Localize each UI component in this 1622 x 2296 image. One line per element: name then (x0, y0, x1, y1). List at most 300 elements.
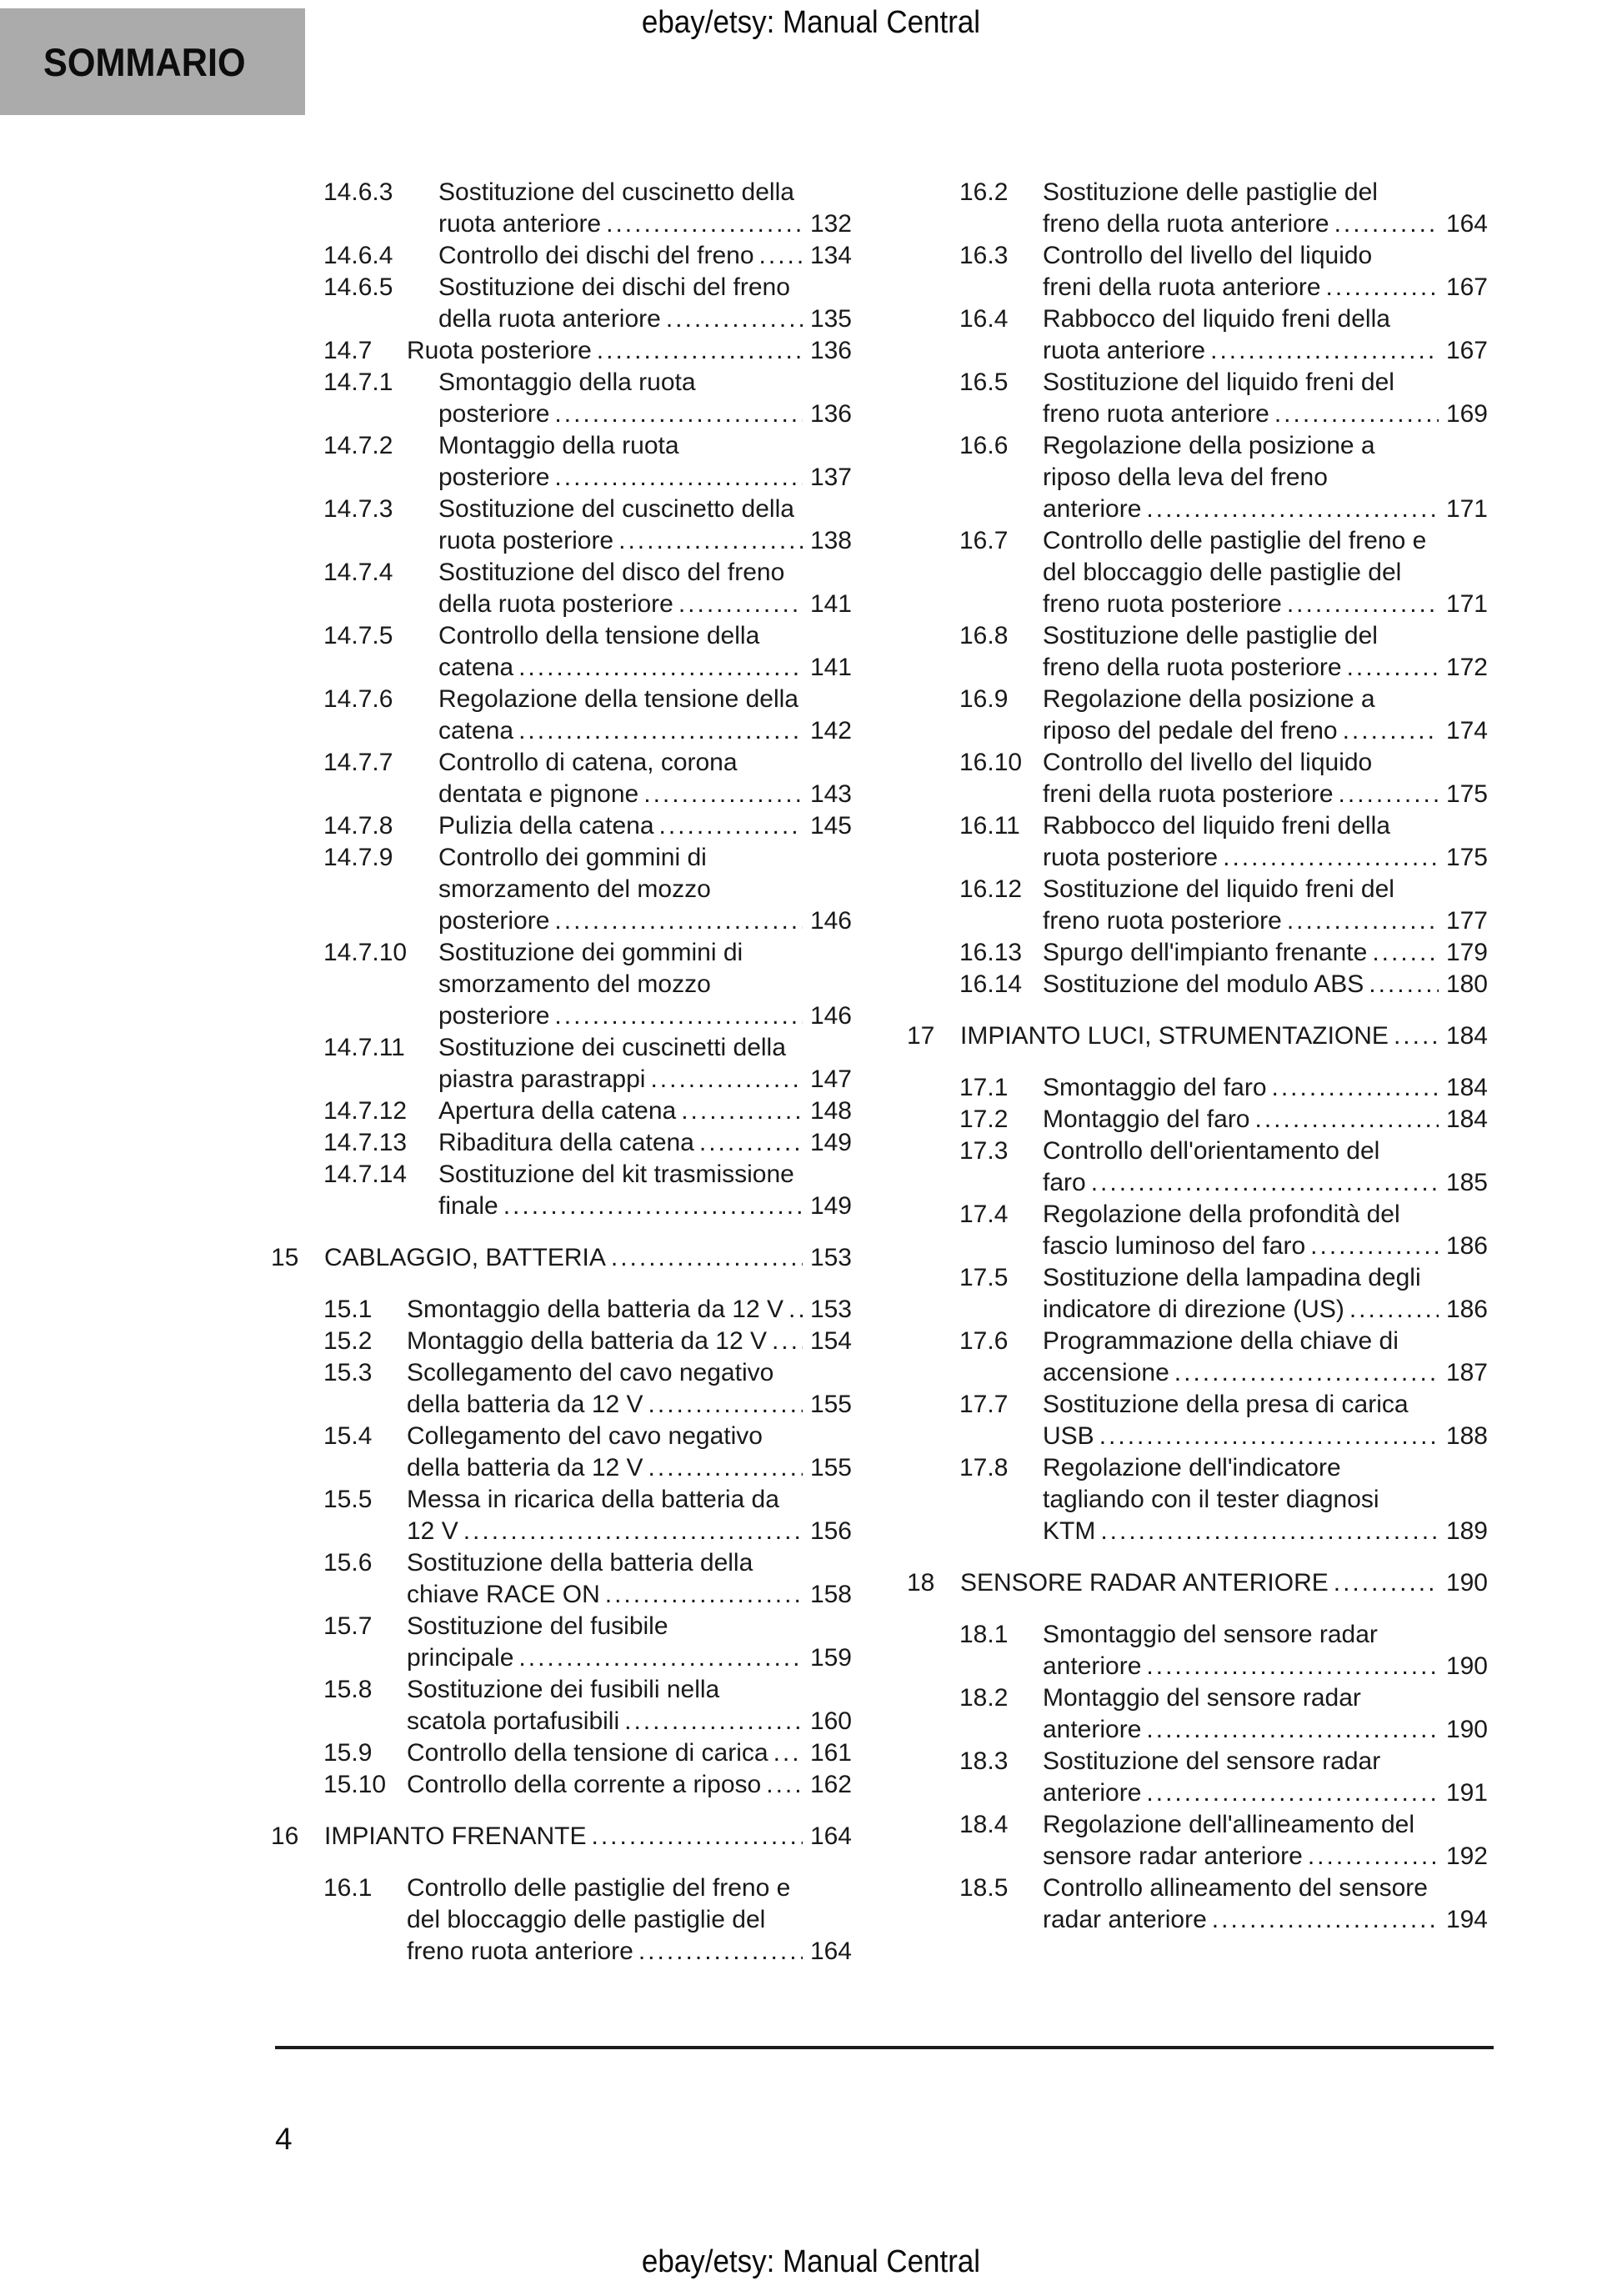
dot-leader (463, 1516, 803, 1547)
dot-leader (1347, 652, 1439, 684)
entry-title-text: freno ruota posteriore (1043, 907, 1282, 935)
entry-number: 16.3 (959, 242, 1009, 269)
toc-entry-17.1 (959, 1072, 1488, 1104)
entry-line-last (438, 303, 852, 335)
entry-page-number: 134 (809, 242, 852, 269)
entry-title-text: freno della ruota posteriore (1043, 654, 1342, 681)
entry-title-text: Controllo della corrente a riposo (407, 1771, 762, 1798)
toc-entry-16.4 (959, 303, 1488, 367)
entry-number: 16.9 (959, 685, 1009, 713)
toc-entry-14.7.1 (323, 367, 852, 430)
entry-title-text: della ruota anteriore (438, 305, 661, 333)
entry-title-text: freni della ruota posteriore (1043, 780, 1334, 808)
entry-title-text: principale (407, 1644, 514, 1672)
dot-leader (1274, 399, 1439, 430)
toc-entry-18.5 (959, 1872, 1488, 1936)
entry-line: Sostituzione del liquido freni del (1043, 875, 1394, 903)
toc-entry-15.9 (323, 1737, 852, 1769)
entry-title-text: Smontaggio della batteria da 12 V (407, 1296, 783, 1323)
entry-title-text: freno ruota posteriore (1043, 590, 1282, 618)
entry-number: 15 (271, 1244, 299, 1271)
entry-title-text: Pulizia della catena (438, 812, 654, 840)
entry-number: 15.2 (323, 1327, 373, 1355)
entry-number: 15.1 (323, 1296, 373, 1323)
entry-page-number: 141 (809, 590, 852, 618)
entry-number: 14.6.5 (323, 273, 393, 301)
entry-lines (438, 842, 852, 937)
entry-page-number: 158 (809, 1581, 852, 1608)
entry-title-text: Apertura della catena (438, 1097, 677, 1125)
entry-title-text: KTM (1043, 1517, 1096, 1545)
entry-line: del bloccaggio delle pastiglie del (407, 1906, 766, 1933)
dot-leader (1310, 1231, 1439, 1262)
toc-entry-16.6 (959, 430, 1488, 525)
entry-lines (1043, 1135, 1488, 1199)
entry-line-last (407, 1642, 852, 1674)
dot-leader (624, 1706, 803, 1737)
entry-number: 14.7.1 (323, 368, 393, 396)
entry-lines (438, 1159, 852, 1222)
entry-line: Sostituzione dei cuscinetti della (438, 1034, 786, 1061)
entry-title-text: posteriore (438, 464, 550, 491)
entry-page-number: 190 (1445, 1569, 1488, 1597)
entry-number: 14.6.4 (323, 242, 393, 269)
table-of-contents (271, 177, 1488, 1968)
entry-title-text: Spurgo dell'impianto frenante (1043, 939, 1368, 966)
entry-page-number: 136 (809, 337, 852, 364)
entry-title-text: dentata e pignone (438, 780, 639, 808)
entry-line: Sostituzione del cuscinetto della (438, 178, 794, 206)
entry-line-last (438, 1064, 852, 1095)
entry-number: 18.1 (959, 1621, 1009, 1648)
toc-entry-16.10 (959, 747, 1488, 810)
entry-page-number: 185 (1445, 1169, 1488, 1196)
entry-lines (407, 1294, 852, 1326)
entry-line-last (407, 335, 852, 367)
entry-lines (438, 684, 852, 747)
entry-number: 15.9 (323, 1739, 373, 1767)
entry-line-last (1043, 335, 1488, 367)
entry-title-text: piastra parastrappi (438, 1065, 646, 1093)
entry-page-number: 177 (1445, 907, 1488, 935)
toc-entry-15.3 (323, 1357, 852, 1421)
entry-line-last (407, 1936, 852, 1968)
dot-leader (678, 589, 803, 620)
entry-line-last (960, 1567, 1488, 1599)
dot-leader (643, 779, 803, 810)
dot-leader (591, 1821, 802, 1852)
dot-leader (1146, 1777, 1439, 1809)
entry-page-number: 192 (1445, 1842, 1488, 1870)
entry-line-last (438, 905, 852, 937)
entry-line-last (438, 652, 852, 684)
entry-lines (438, 272, 852, 335)
entry-line: tagliando con il tester diagnosi (1043, 1486, 1379, 1513)
entry-line-last (407, 1326, 852, 1357)
entry-number: 15.7 (323, 1612, 373, 1640)
toc-entry-15.1 (323, 1294, 852, 1326)
entry-line-last (407, 1516, 852, 1547)
toc-entry-15.2 (323, 1326, 852, 1357)
entry-title-text: 12 V (407, 1517, 458, 1545)
dot-leader (618, 525, 803, 557)
entry-page-number: 191 (1445, 1779, 1488, 1807)
entry-line-last (1043, 1714, 1488, 1746)
dot-leader (1210, 335, 1439, 367)
dot-leader (1146, 1651, 1439, 1682)
entry-page-number: 146 (809, 907, 852, 935)
entry-lines (1043, 620, 1488, 684)
entry-title-text: catena (438, 717, 514, 744)
entry-title-text: anteriore (1043, 1652, 1142, 1680)
dot-leader (699, 1127, 803, 1159)
entry-lines (1043, 430, 1488, 525)
entry-lines (438, 810, 852, 842)
entry-page-number: 149 (809, 1192, 852, 1220)
entry-page-number: 169 (1445, 400, 1488, 428)
entry-title-text: faro (1043, 1169, 1086, 1196)
entry-line: Sostituzione dei fusibili nella (407, 1676, 720, 1703)
entry-line-last (438, 779, 852, 810)
entry-page-number: 146 (809, 1002, 852, 1030)
entry-number: 17 (907, 1022, 935, 1050)
entry-line-last (438, 1095, 852, 1127)
dot-leader (648, 1389, 803, 1421)
entry-line: Rabbocco del liquido freni della (1043, 812, 1390, 840)
entry-page-number: 147 (809, 1065, 852, 1093)
entry-lines (1043, 1326, 1488, 1389)
page-number: 4 (275, 2122, 293, 2156)
entry-line: Sostituzione dei gommini di (438, 939, 743, 966)
entry-title-text: finale (438, 1192, 498, 1220)
entry-line-last (407, 1737, 852, 1769)
entry-line: Programmazione della chiave di (1043, 1327, 1399, 1355)
entry-line: Smontaggio della ruota (438, 368, 696, 396)
entry-lines (1043, 240, 1488, 303)
entry-line: Regolazione della tensione della (438, 685, 798, 713)
entry-number: 14.7.7 (323, 749, 393, 776)
entry-lines (1043, 1746, 1488, 1809)
entry-title-text: Sostituzione del modulo ABS (1043, 970, 1364, 998)
toc-entry-17.3 (959, 1135, 1488, 1199)
toc-entry-16.8 (959, 620, 1488, 684)
entry-page-number: 189 (1445, 1517, 1488, 1545)
entry-line-last (1043, 1072, 1488, 1104)
dot-leader (518, 652, 803, 684)
entry-line: Smontaggio del sensore radar (1043, 1621, 1378, 1648)
entry-lines (438, 620, 852, 684)
entry-lines (960, 1020, 1488, 1052)
footer-running-title: ebay/etsy: Manual Central (641, 2244, 981, 2279)
entry-page-number: 149 (809, 1129, 852, 1156)
toc-entry-14.7.10 (323, 937, 852, 1032)
dot-leader (606, 208, 803, 240)
toc-entry-14.7.8 (323, 810, 852, 842)
entry-page-number: 155 (809, 1454, 852, 1481)
entry-title-text: IMPIANTO FRENANTE (324, 1822, 587, 1850)
toc-entry-15.10 (323, 1769, 852, 1801)
dot-leader (503, 1191, 803, 1222)
entry-page-number: 153 (809, 1296, 852, 1323)
toc-entry-14.6.5 (323, 272, 852, 335)
entry-page-number: 190 (1445, 1716, 1488, 1743)
entry-page-number: 145 (809, 812, 852, 840)
toc-entry-16.11 (959, 810, 1488, 874)
entry-title-text: fascio luminoso del faro (1043, 1232, 1306, 1260)
entry-line: Sostituzione del kit trasmissione (438, 1161, 794, 1188)
entry-lines (1043, 1262, 1488, 1326)
toc-entry-14.7.7 (323, 747, 852, 810)
entry-page-number: 142 (809, 717, 852, 744)
entry-line: Sostituzione del liquido freni del (1043, 368, 1394, 396)
toc-entry-14.7.6 (323, 684, 852, 747)
entry-number: 17.7 (959, 1391, 1009, 1418)
entry-title-text: CABLAGGIO, BATTERIA (324, 1244, 606, 1271)
entry-title-text: della batteria da 12 V (407, 1454, 643, 1481)
entry-line-last (1043, 494, 1488, 525)
entry-title-text: catena (438, 654, 514, 681)
toc-entry-16.13 (959, 937, 1488, 969)
entry-line-last (438, 240, 852, 272)
entry-line: Controllo dei gommini di (438, 844, 707, 871)
dot-leader (666, 303, 803, 335)
dot-leader (1349, 1294, 1439, 1326)
entry-line: Controllo allineamento del sensore (1043, 1874, 1428, 1902)
dot-leader (1334, 1567, 1439, 1599)
entry-line: Sostituzione della batteria della (407, 1549, 753, 1577)
entry-lines (1043, 684, 1488, 747)
entry-page-number: 167 (1445, 337, 1488, 364)
entry-line: Controllo dell'orientamento del (1043, 1137, 1380, 1165)
toc-entry-17.8 (959, 1452, 1488, 1547)
toc-entry-14.7.12 (323, 1095, 852, 1127)
entry-page-number: 187 (1445, 1359, 1488, 1386)
entry-number: 14.7.10 (323, 939, 408, 966)
entry-line-last (1043, 1357, 1488, 1389)
entry-page-number: 174 (1445, 717, 1488, 744)
toc-column-left (271, 177, 852, 1968)
entry-page-number: 143 (809, 780, 852, 808)
dot-leader (554, 905, 803, 937)
entry-page-number: 132 (809, 210, 852, 238)
entry-page-number: 164 (809, 1938, 852, 1965)
entry-lines (1043, 303, 1488, 367)
entry-page-number: 135 (809, 305, 852, 333)
entry-line-last (1043, 1231, 1488, 1262)
entry-page-number: 180 (1445, 970, 1488, 998)
entry-title-text: Smontaggio del faro (1043, 1074, 1267, 1101)
entry-line-last (1043, 1904, 1488, 1936)
entry-page-number: 138 (809, 527, 852, 554)
entry-title-text: Controllo della tensione di carica (407, 1739, 768, 1767)
entry-title-text: posteriore (438, 400, 550, 428)
entry-number: 14.7.11 (323, 1034, 405, 1061)
toc-entry-14.7.11 (323, 1032, 852, 1095)
entry-title-text: Montaggio del faro (1043, 1105, 1250, 1133)
entry-line-last (1043, 905, 1488, 937)
entry-line-last (1043, 1421, 1488, 1452)
entry-line: Controllo delle pastiglie del freno e (407, 1874, 791, 1902)
entry-lines (1043, 1452, 1488, 1547)
toc-entry-18.3 (959, 1746, 1488, 1809)
entry-title-text: Montaggio della batteria da 12 V (407, 1327, 767, 1355)
toc-entry-17.4 (959, 1199, 1488, 1262)
entry-lines (438, 494, 852, 557)
entry-lines (407, 335, 852, 367)
toc-entry-15.8 (323, 1674, 852, 1737)
dot-leader (554, 399, 803, 430)
entry-lines (438, 747, 852, 810)
toc-entry-14.7.4 (323, 557, 852, 620)
toc-entry-14.7 (323, 335, 852, 367)
toc-entry-16.1 (323, 1872, 852, 1968)
entry-lines (1043, 1619, 1488, 1682)
entry-line-last (407, 1389, 852, 1421)
entry-page-number: 156 (809, 1517, 852, 1545)
footer-rule (275, 2046, 1494, 2049)
dot-leader (788, 1294, 803, 1326)
entry-page-number: 164 (1445, 210, 1488, 238)
entry-page-number: 186 (1445, 1232, 1488, 1260)
entry-line: Sostituzione delle pastiglie del (1043, 178, 1378, 206)
entry-page-number: 175 (1445, 844, 1488, 871)
toc-entry-16 (271, 1821, 852, 1852)
header-running-title: ebay/etsy: Manual Central (641, 5, 981, 40)
entry-line: Sostituzione della presa di carica (1043, 1391, 1409, 1418)
dot-leader (1272, 1072, 1439, 1104)
entry-title-text: della ruota posteriore (438, 590, 673, 618)
entry-line-last (1043, 589, 1488, 620)
entry-line: Controllo di catena, corona (438, 749, 738, 776)
entry-page-number: 155 (809, 1391, 852, 1418)
entry-title-text: freno ruota anteriore (1043, 400, 1269, 428)
entry-lines (407, 1547, 852, 1611)
entry-number: 15.8 (323, 1676, 373, 1703)
entry-lines (438, 557, 852, 620)
entry-number: 18.4 (959, 1811, 1009, 1838)
toc-entry-18.2 (959, 1682, 1488, 1746)
entry-title-text: Ruota posteriore (407, 337, 592, 364)
entry-number: 14.7.9 (323, 844, 393, 871)
entry-lines (324, 1821, 852, 1852)
entry-line-last (407, 1706, 852, 1737)
dot-leader (1372, 937, 1439, 969)
entry-title-text: anteriore (1043, 1716, 1142, 1743)
dot-leader (1326, 272, 1439, 303)
entry-number: 14.7 (323, 337, 373, 364)
entry-number: 17.2 (959, 1105, 1009, 1133)
toc-entry-14.6.4 (323, 240, 852, 272)
entry-lines (438, 240, 852, 272)
toc-entry-14.7.9 (323, 842, 852, 937)
entry-number: 15.3 (323, 1359, 373, 1386)
dot-leader (1394, 1020, 1439, 1052)
entry-title-text: posteriore (438, 907, 550, 935)
entry-lines (438, 1095, 852, 1127)
dot-leader (554, 1000, 803, 1032)
entry-lines (407, 1421, 852, 1484)
entry-page-number: 153 (809, 1244, 852, 1271)
entry-title-text: chiave RACE ON (407, 1581, 600, 1608)
toc-entry-17 (907, 1020, 1488, 1052)
entry-number: 15.4 (323, 1422, 373, 1450)
toc-entry-14.7.2 (323, 430, 852, 494)
entry-lines (1043, 969, 1488, 1000)
toc-entry-15.6 (323, 1547, 852, 1611)
dot-leader (1223, 842, 1439, 874)
entry-number: 15.5 (323, 1486, 373, 1513)
entry-lines (1043, 747, 1488, 810)
dot-leader (1091, 1167, 1439, 1199)
entry-lines (438, 937, 852, 1032)
entry-line: Sostituzione della lampadina degli (1043, 1264, 1421, 1291)
entry-number: 16.4 (959, 305, 1009, 333)
entry-line: Messa in ricarica della batteria da (407, 1486, 779, 1513)
entry-page-number: 184 (1445, 1105, 1488, 1133)
toc-entry-14.6.3 (323, 177, 852, 240)
entry-line-last (438, 1127, 852, 1159)
entry-line-last (407, 1769, 852, 1801)
entry-page-number: 141 (809, 654, 852, 681)
dot-leader (518, 715, 803, 747)
entry-page-number: 164 (809, 1822, 852, 1850)
entry-lines (1043, 1389, 1488, 1452)
entry-lines (1043, 177, 1488, 240)
dot-leader (518, 1642, 803, 1674)
entry-page-number: 190 (1445, 1652, 1488, 1680)
entry-line-last (1043, 399, 1488, 430)
entry-line-last (1043, 1294, 1488, 1326)
entry-line: Controllo delle pastiglie del freno e (1043, 527, 1427, 554)
entry-title-text: indicatore di direzione (US) (1043, 1296, 1344, 1323)
entry-number: 14.7.3 (323, 495, 393, 523)
entry-line: Sostituzione del cuscinetto della (438, 495, 794, 523)
entry-lines (1043, 1104, 1488, 1135)
dot-leader (1099, 1421, 1439, 1452)
entry-lines (1043, 1199, 1488, 1262)
toc-entry-16.9 (959, 684, 1488, 747)
dot-leader (773, 1737, 803, 1769)
entry-number: 17.5 (959, 1264, 1009, 1291)
entry-line: smorzamento del mozzo (438, 970, 711, 998)
entry-line-last (324, 1242, 852, 1274)
entry-lines (1043, 1072, 1488, 1104)
entry-line-last (1043, 652, 1488, 684)
entry-number: 14.7.12 (323, 1097, 408, 1125)
entry-line: Regolazione della posizione a (1043, 685, 1375, 713)
toc-entry-14.7.3 (323, 494, 852, 557)
entry-page-number: 162 (809, 1771, 852, 1798)
toc-entry-16.7 (959, 525, 1488, 620)
entry-lines (1043, 1872, 1488, 1936)
entry-number: 17.4 (959, 1201, 1009, 1228)
entry-line-last (1043, 1516, 1488, 1547)
entry-page-number: 188 (1445, 1422, 1488, 1450)
entry-lines (438, 1032, 852, 1095)
entry-title-text: ruota anteriore (438, 210, 602, 238)
entry-title-text: anteriore (1043, 1779, 1142, 1807)
entry-number: 16.11 (959, 812, 1020, 840)
entry-number: 14.6.3 (323, 178, 393, 206)
toc-entry-15.4 (323, 1421, 852, 1484)
entry-line-last (1043, 937, 1488, 969)
entry-line: Sostituzione dei dischi del freno (438, 273, 790, 301)
dot-leader (648, 1452, 803, 1484)
entry-line: Regolazione della posizione a (1043, 432, 1375, 459)
entry-line: Regolazione della profondità del (1043, 1201, 1400, 1228)
entry-line: Regolazione dell'indicatore (1043, 1454, 1341, 1481)
toc-entry-17.7 (959, 1389, 1488, 1452)
